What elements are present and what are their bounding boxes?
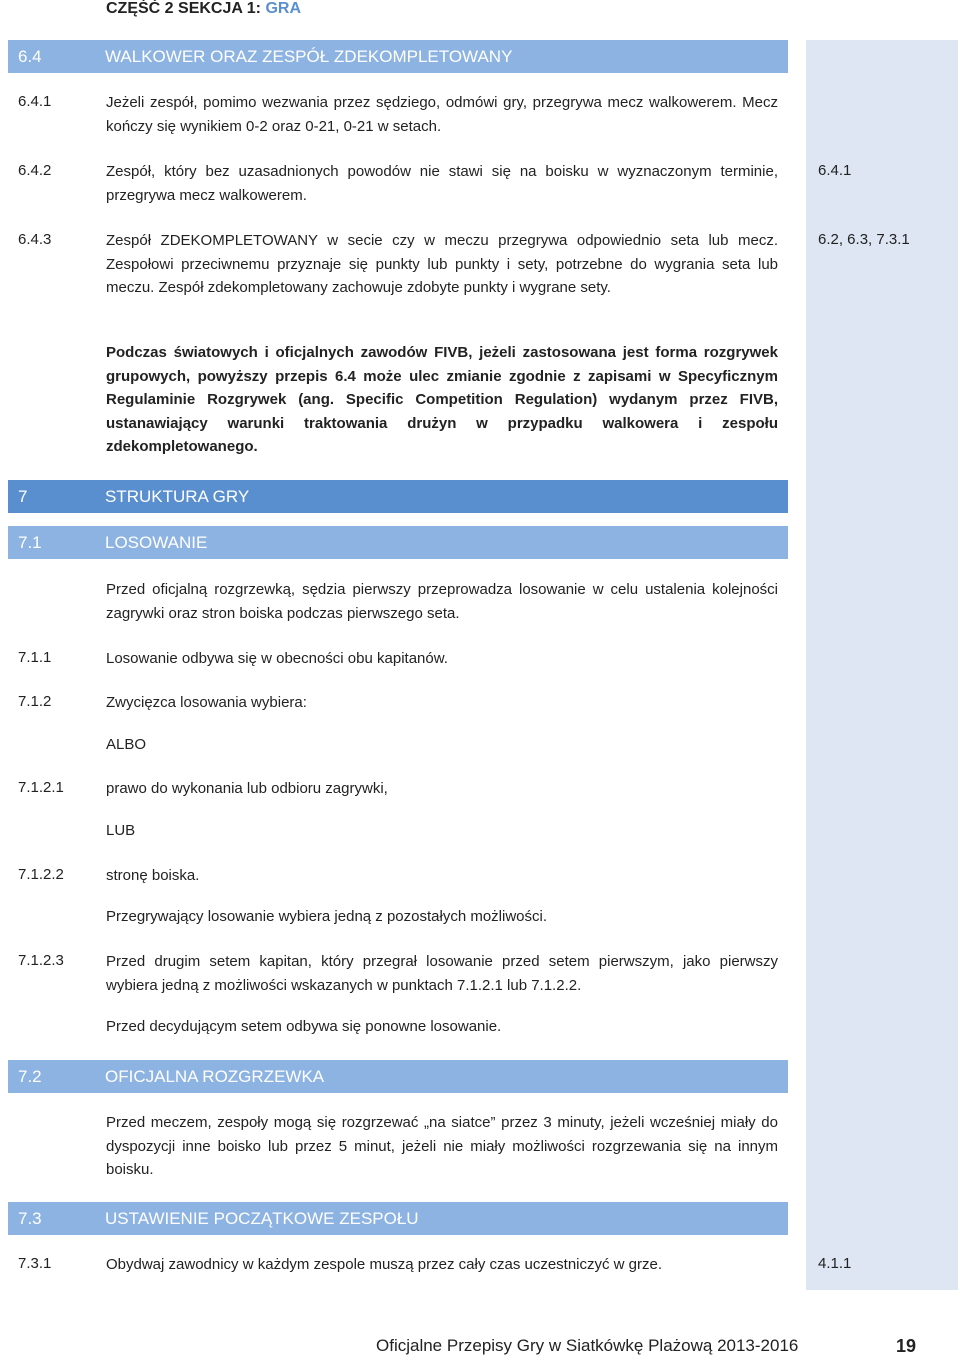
coin-toss-intro: Przed oficjalną rozgrzewką, sędzia pierwszy przeprowadza losowanie w celu ustalenia kolejności zagrywki oraz stron boiska podczas pierwszego seta.: [106, 581, 778, 622]
rule-number-7-1-2-3: 7.1.2.3: [18, 952, 64, 969]
rule-text-7-1-1: Losowanie odbywa się w obecności obu kapitanów.: [106, 650, 448, 667]
section-bar-7-1: [8, 526, 788, 559]
section-bar-7: [8, 480, 788, 513]
rule-number-6-4-1: 6.4.1: [18, 93, 52, 110]
rule-text-7-1-2-3: Przed drugim setem kapitan, który przegrał losowanie przed setem pierwszym, jako pierwszy wybiera jedną z możliwości wskazanych w punktach 7.1.2.1 lub 7.1.2.2.: [106, 953, 778, 994]
reference-sidebar: [806, 40, 958, 1290]
section-title: OFICJALNA ROZGRZEWKA: [105, 1067, 325, 1086]
rule-text-6-4-3: Zespół ZDEKOMPLETOWANY w secie czy w meczu przegrywa odpowiednio seta lub mecz. Zespołowi przeciwnemu przyznaje się punkty lub punkty i sety, potrzebne do wygrania seta lub meczu. Zespół zdekompletowany zachowuje zdobyte punkty i wygrane sety.: [106, 232, 778, 296]
section-number: 6.4: [18, 47, 42, 66]
albo-label: ALBO: [106, 736, 147, 753]
rule-text-7-1-2: Zwycięzca losowania wybiera:: [106, 694, 307, 711]
section-number: 7.2: [18, 1067, 42, 1086]
rule-number-7-1-2-1: 7.1.2.1: [18, 779, 64, 796]
section-bar-6-4: [8, 40, 788, 73]
rule-ref-7-3-1: 4.1.1: [818, 1255, 852, 1272]
decider-toss-text: Przed decydującym setem odbywa się ponowne losowanie.: [106, 1018, 502, 1035]
footer-title: Oficjalne Przepisy Gry w Siatkówkę Plażową 2013-2016: [376, 1336, 799, 1355]
header-section-name: GRA: [265, 0, 302, 17]
header-part: CZĘŚĆ 2 SEKCJA 1:: [106, 0, 266, 17]
rule-text-7-1-2-2: stronę boiska.: [106, 867, 200, 884]
rule-number-6-4-3: 6.4.3: [18, 231, 52, 248]
page-number: 19: [896, 1336, 917, 1356]
section-title: LOSOWANIE: [105, 533, 208, 552]
rule-number-7-1-2: 7.1.2: [18, 693, 52, 710]
warmup-text: Przed meczem, zespoły mogą się rozgrzewać „na siatce” przez 3 minuty, jeżeli wcześniej miały do dyspozycji inne boisko lub przez 5 minut, jeżeli nie miały możliwości rozgrzewania się na innym boisku.: [106, 1114, 778, 1178]
loser-choice-text: Przegrywający losowanie wybiera jedną z pozostałych możliwości.: [106, 908, 548, 925]
lub-label: LUB: [106, 822, 136, 839]
section-title: WALKOWER ORAZ ZESPÓŁ ZDEKOMPLETOWANY: [105, 47, 513, 66]
rule-ref-6-4-2: 6.4.1: [818, 162, 852, 179]
rule-text-6-4-2: Zespół, który bez uzasadnionych powodów nie stawi się na boisku w wyznaczonym terminie, przegrywa mecz walkowerem.: [106, 163, 778, 204]
section-bar-7-2: [8, 1060, 788, 1093]
rule-text-7-3-1: Obydwaj zawodnicy w każdym zespole muszą przez cały czas uczestniczyć w grze.: [106, 1256, 663, 1273]
rule-number-7-3-1: 7.3.1: [18, 1255, 52, 1272]
section-title: STRUKTURA GRY: [105, 487, 250, 506]
page-header: [106, 0, 301, 18]
rule-text-7-1-2-1: prawo do wykonania lub odbioru zagrywki,: [106, 780, 388, 797]
rule-number-7-1-1: 7.1.1: [18, 649, 52, 666]
section-number: 7.3: [18, 1209, 42, 1228]
rule-number-7-1-2-2: 7.1.2.2: [18, 866, 64, 883]
section-title: USTAWIENIE POCZĄTKOWE ZESPOŁU: [105, 1209, 419, 1228]
fivb-note: Podczas światowych i oficjalnych zawodów FIVB, jeżeli zastosowana jest forma rozgrywek grupowych, powyższy przepis 6.4 może ulec zmianie zgodnie z zapisami w Specyficznym Regulaminie Rozgrywek (ang. Specific Competition Regulation) wydanym przez FIVB, ustanawiający warunki traktowania drużyn w przypadku walkowera i zespołu zdekompletowanego.: [106, 344, 778, 455]
section-bar-7-3: [8, 1202, 788, 1235]
section-number: 7.1: [18, 533, 42, 552]
rule-ref-6-4-3: 6.2, 6.3, 7.3.1: [818, 231, 910, 248]
section-number: 7: [18, 487, 28, 506]
rule-number-6-4-2: 6.4.2: [18, 162, 52, 179]
rule-text-6-4-1: Jeżeli zespół, pomimo wezwania przez sędziego, odmówi gry, przegrywa mecz walkowerem. Mecz kończy się wynikiem 0-2 oraz 0-21, 0-21 w setach.: [106, 94, 778, 135]
